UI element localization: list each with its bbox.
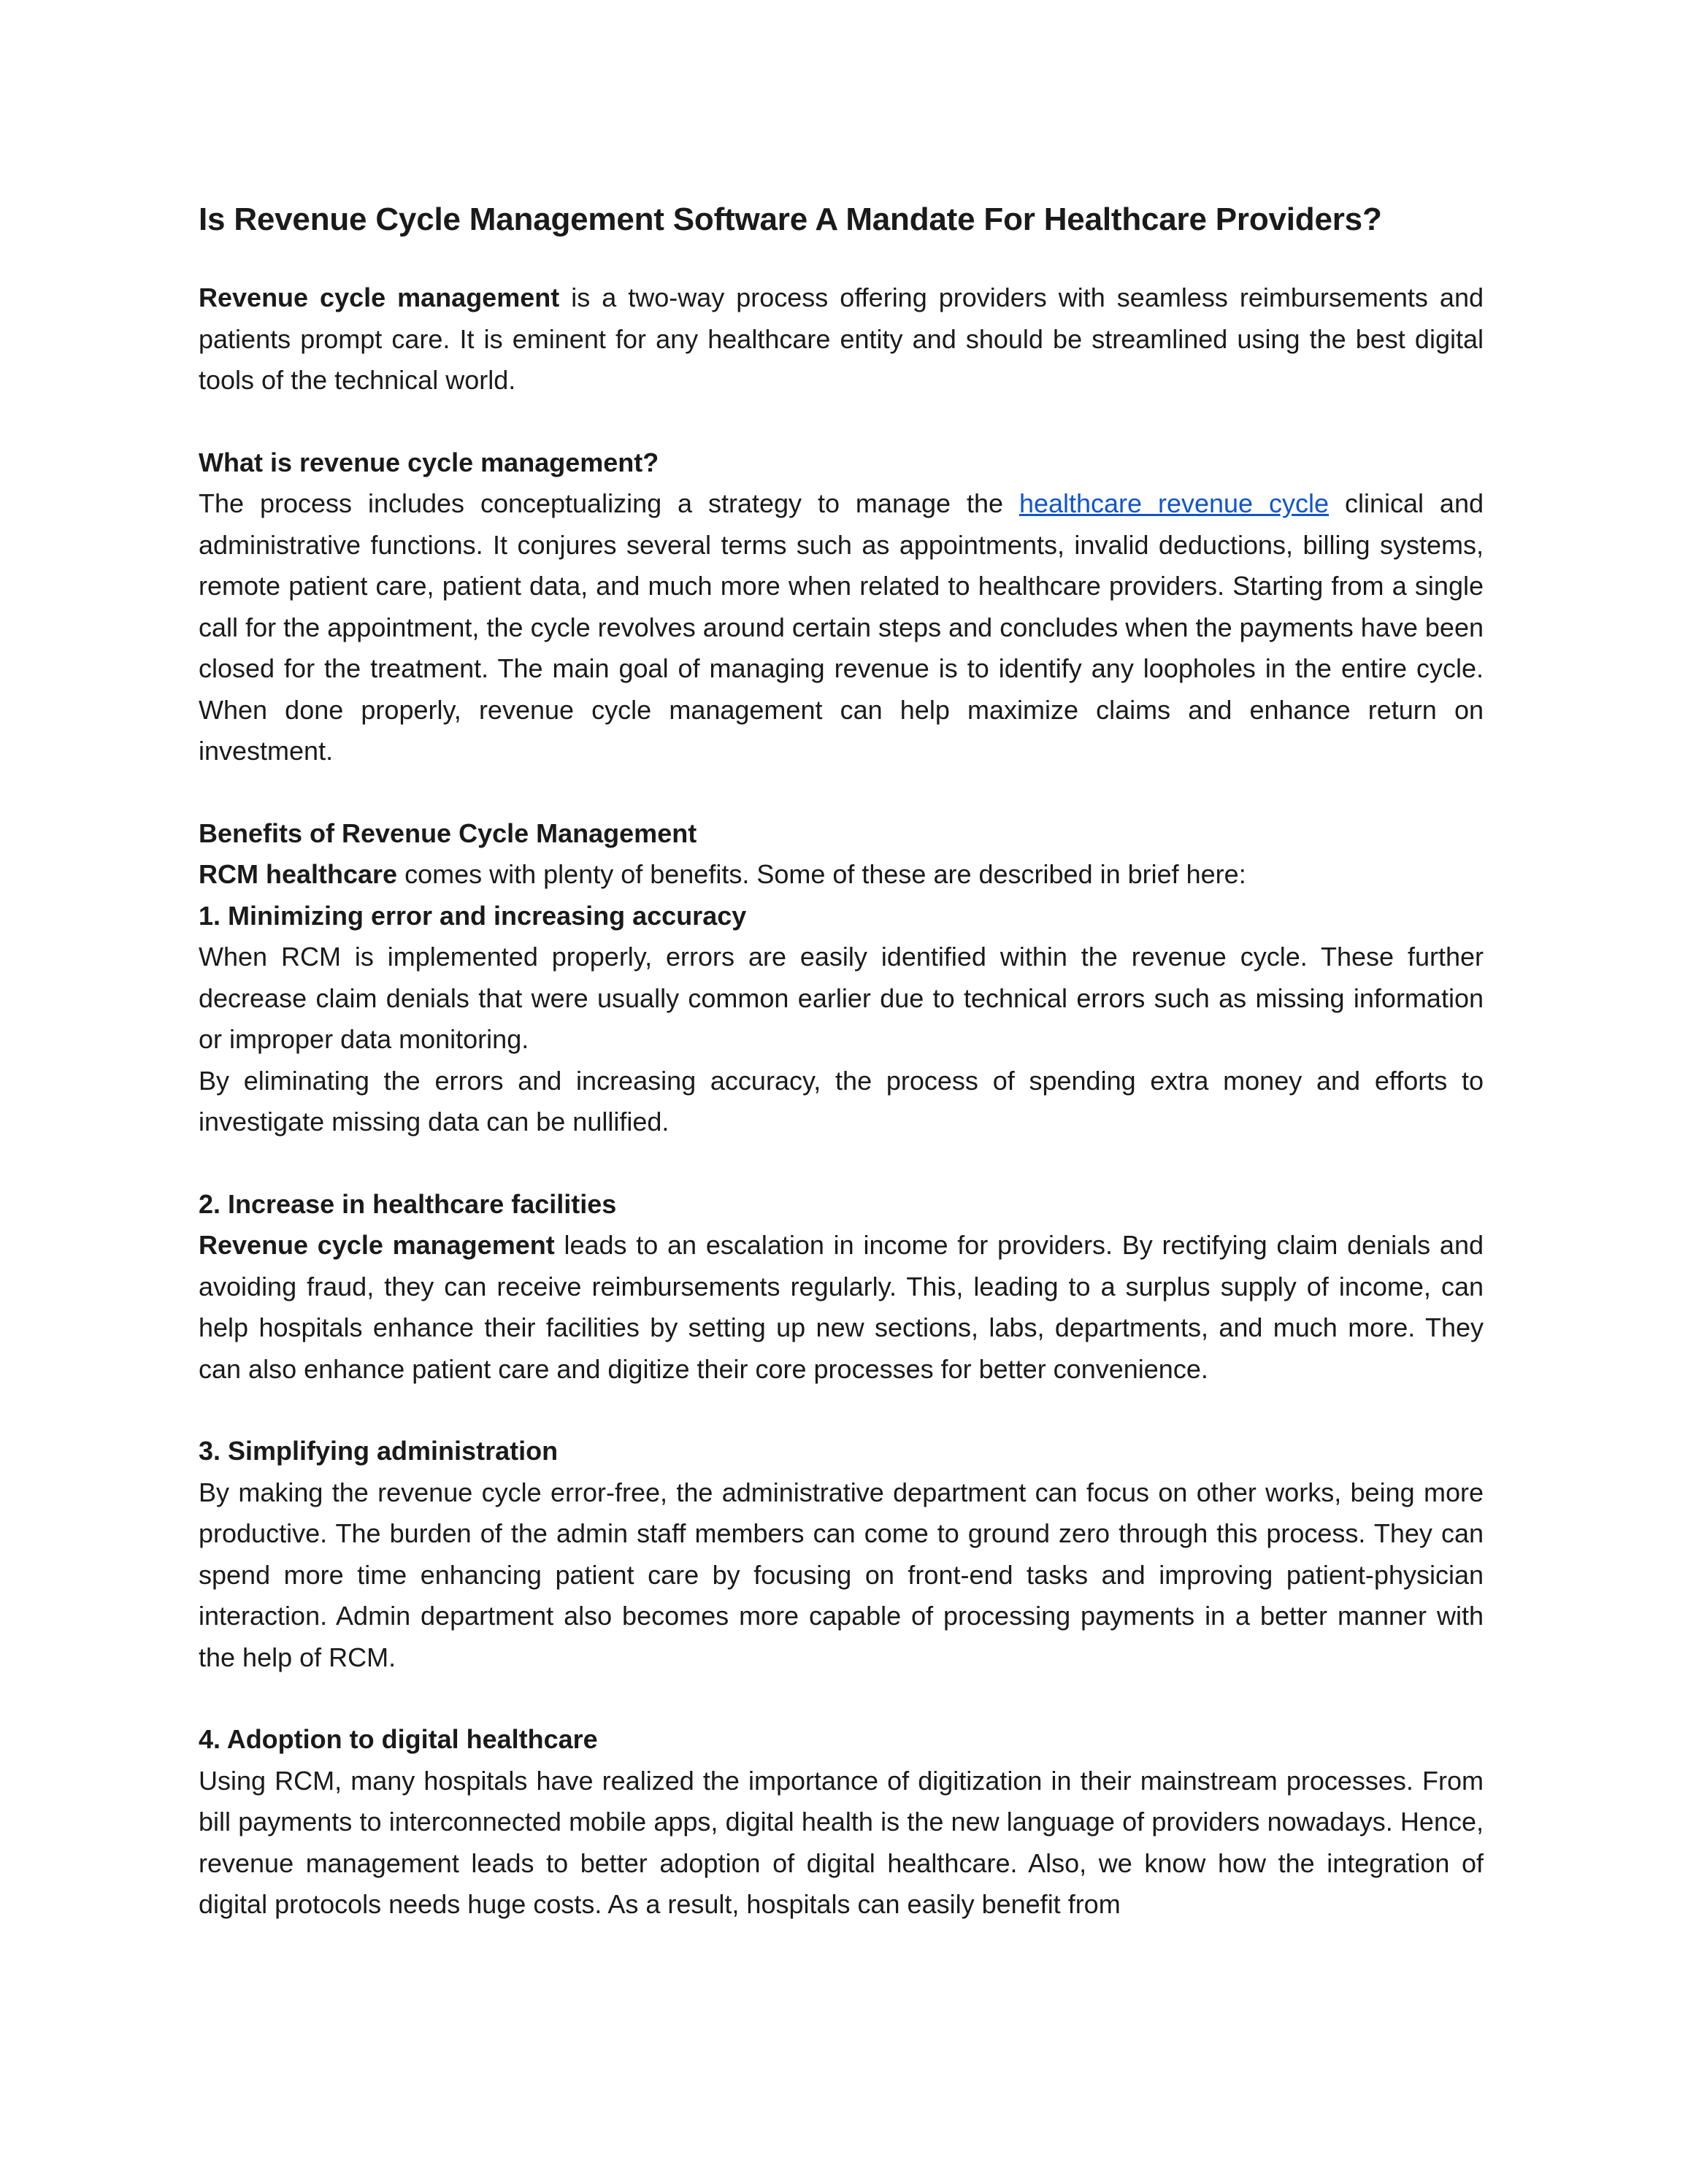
spacer xyxy=(199,772,1484,813)
spacer xyxy=(199,401,1484,442)
spacer xyxy=(199,1390,1484,1431)
spacer xyxy=(199,1143,1484,1184)
intro-text: is a two-way process offering providers with seamless reimbursements and patients prompt care. It is eminent for any healthcare entity and should be streamlined using the best digital tools of the technical world. xyxy=(199,282,1484,395)
section3-heading: 3. Simplifying administration xyxy=(199,1436,559,1466)
section4-paragraph: Using RCM, many hospitals have realized the importance of digitization in their mainstream processes. From bill payments to interconnected mobile apps, digital health is the new language of providers nowadays. Hence, revenue management leads to better adoption of digital healthcare. Also, we know how the integration of digital protocols needs huge costs. As a result, hospitals can easily benefit from xyxy=(199,1765,1484,1919)
benefits-intro-text: comes with plenty of benefits. Some of these are described in brief here: xyxy=(397,859,1246,889)
intro-paragraph xyxy=(199,277,1484,401)
section2-text: leads to an escalation in income for providers. By rectifying claim denials and avoiding fraud, they can receive reimbursements regularly. This, leading to a surplus supply of income, can help hospitals enhance their facilities by setting up new sections, labs, departments, and much more. They can also enhance patient care and digitize their core processes for better convenience. xyxy=(199,1230,1484,1384)
intro-bold-lead: Revenue cycle management xyxy=(199,282,560,312)
what-is-paragraph xyxy=(199,483,1484,772)
section4-heading: 4. Adoption to digital healthcare xyxy=(199,1724,598,1754)
section1-paragraph-2: By eliminating the errors and increasing accuracy, the process of spending extra money and efforts to investigate missing data can be nullified. xyxy=(199,1065,1484,1137)
what-is-text-before-link: The process includes conceptualizing a strategy to manage the xyxy=(199,488,1019,518)
benefits-intro-bold: RCM healthcare xyxy=(199,859,398,889)
spacer xyxy=(199,1678,1484,1719)
document-page xyxy=(199,197,1484,1926)
healthcare-revenue-cycle-link[interactable]: healthcare revenue cycle xyxy=(1018,488,1330,518)
section2-bold-lead: Revenue cycle management xyxy=(199,1230,555,1260)
section3-paragraph: By making the revenue cycle error-free, the administrative department can focus on other works, being more productive. The burden of the admin staff members can come to ground zero through this process. They can spend more time enhancing patient care by focusing on front-end tasks and improving patient-physician interaction. Admin department also becomes more capable of processing payments in a better manner with the help of RCM. xyxy=(199,1477,1484,1672)
what-is-heading: What is revenue cycle management? xyxy=(199,447,659,477)
section1-paragraph-1: When RCM is implemented properly, errors are easily identified within the revenue cycle. These further decrease claim denials that were usually common earlier due to technical errors such as missing information or improper data monitoring. xyxy=(199,942,1484,1054)
document-title: Is Revenue Cycle Management Software A Mandate For Healthcare Providers? xyxy=(199,201,1382,237)
section2-heading: 2. Increase in healthcare facilities xyxy=(199,1188,617,1219)
benefits-intro xyxy=(199,854,1484,896)
benefits-heading: Benefits of Revenue Cycle Management xyxy=(199,818,697,848)
section1-heading: 1. Minimizing error and increasing accuracy xyxy=(199,900,747,931)
what-is-text-after-link: clinical and administrative functions. It conjures several terms such as appointments, invalid deductions, billing systems, remote patient care, patient data, and much more when related to healthcare providers. Starting from a single call for the appointment, the cycle revolves around certain steps and concludes when the payments have been closed for the treatment. The main goal of managing revenue is to identify any loopholes in the entire cycle. When done properly, revenue cycle management can help maximize claims and enhance return on investment. xyxy=(199,488,1484,766)
section2-paragraph xyxy=(199,1225,1484,1390)
